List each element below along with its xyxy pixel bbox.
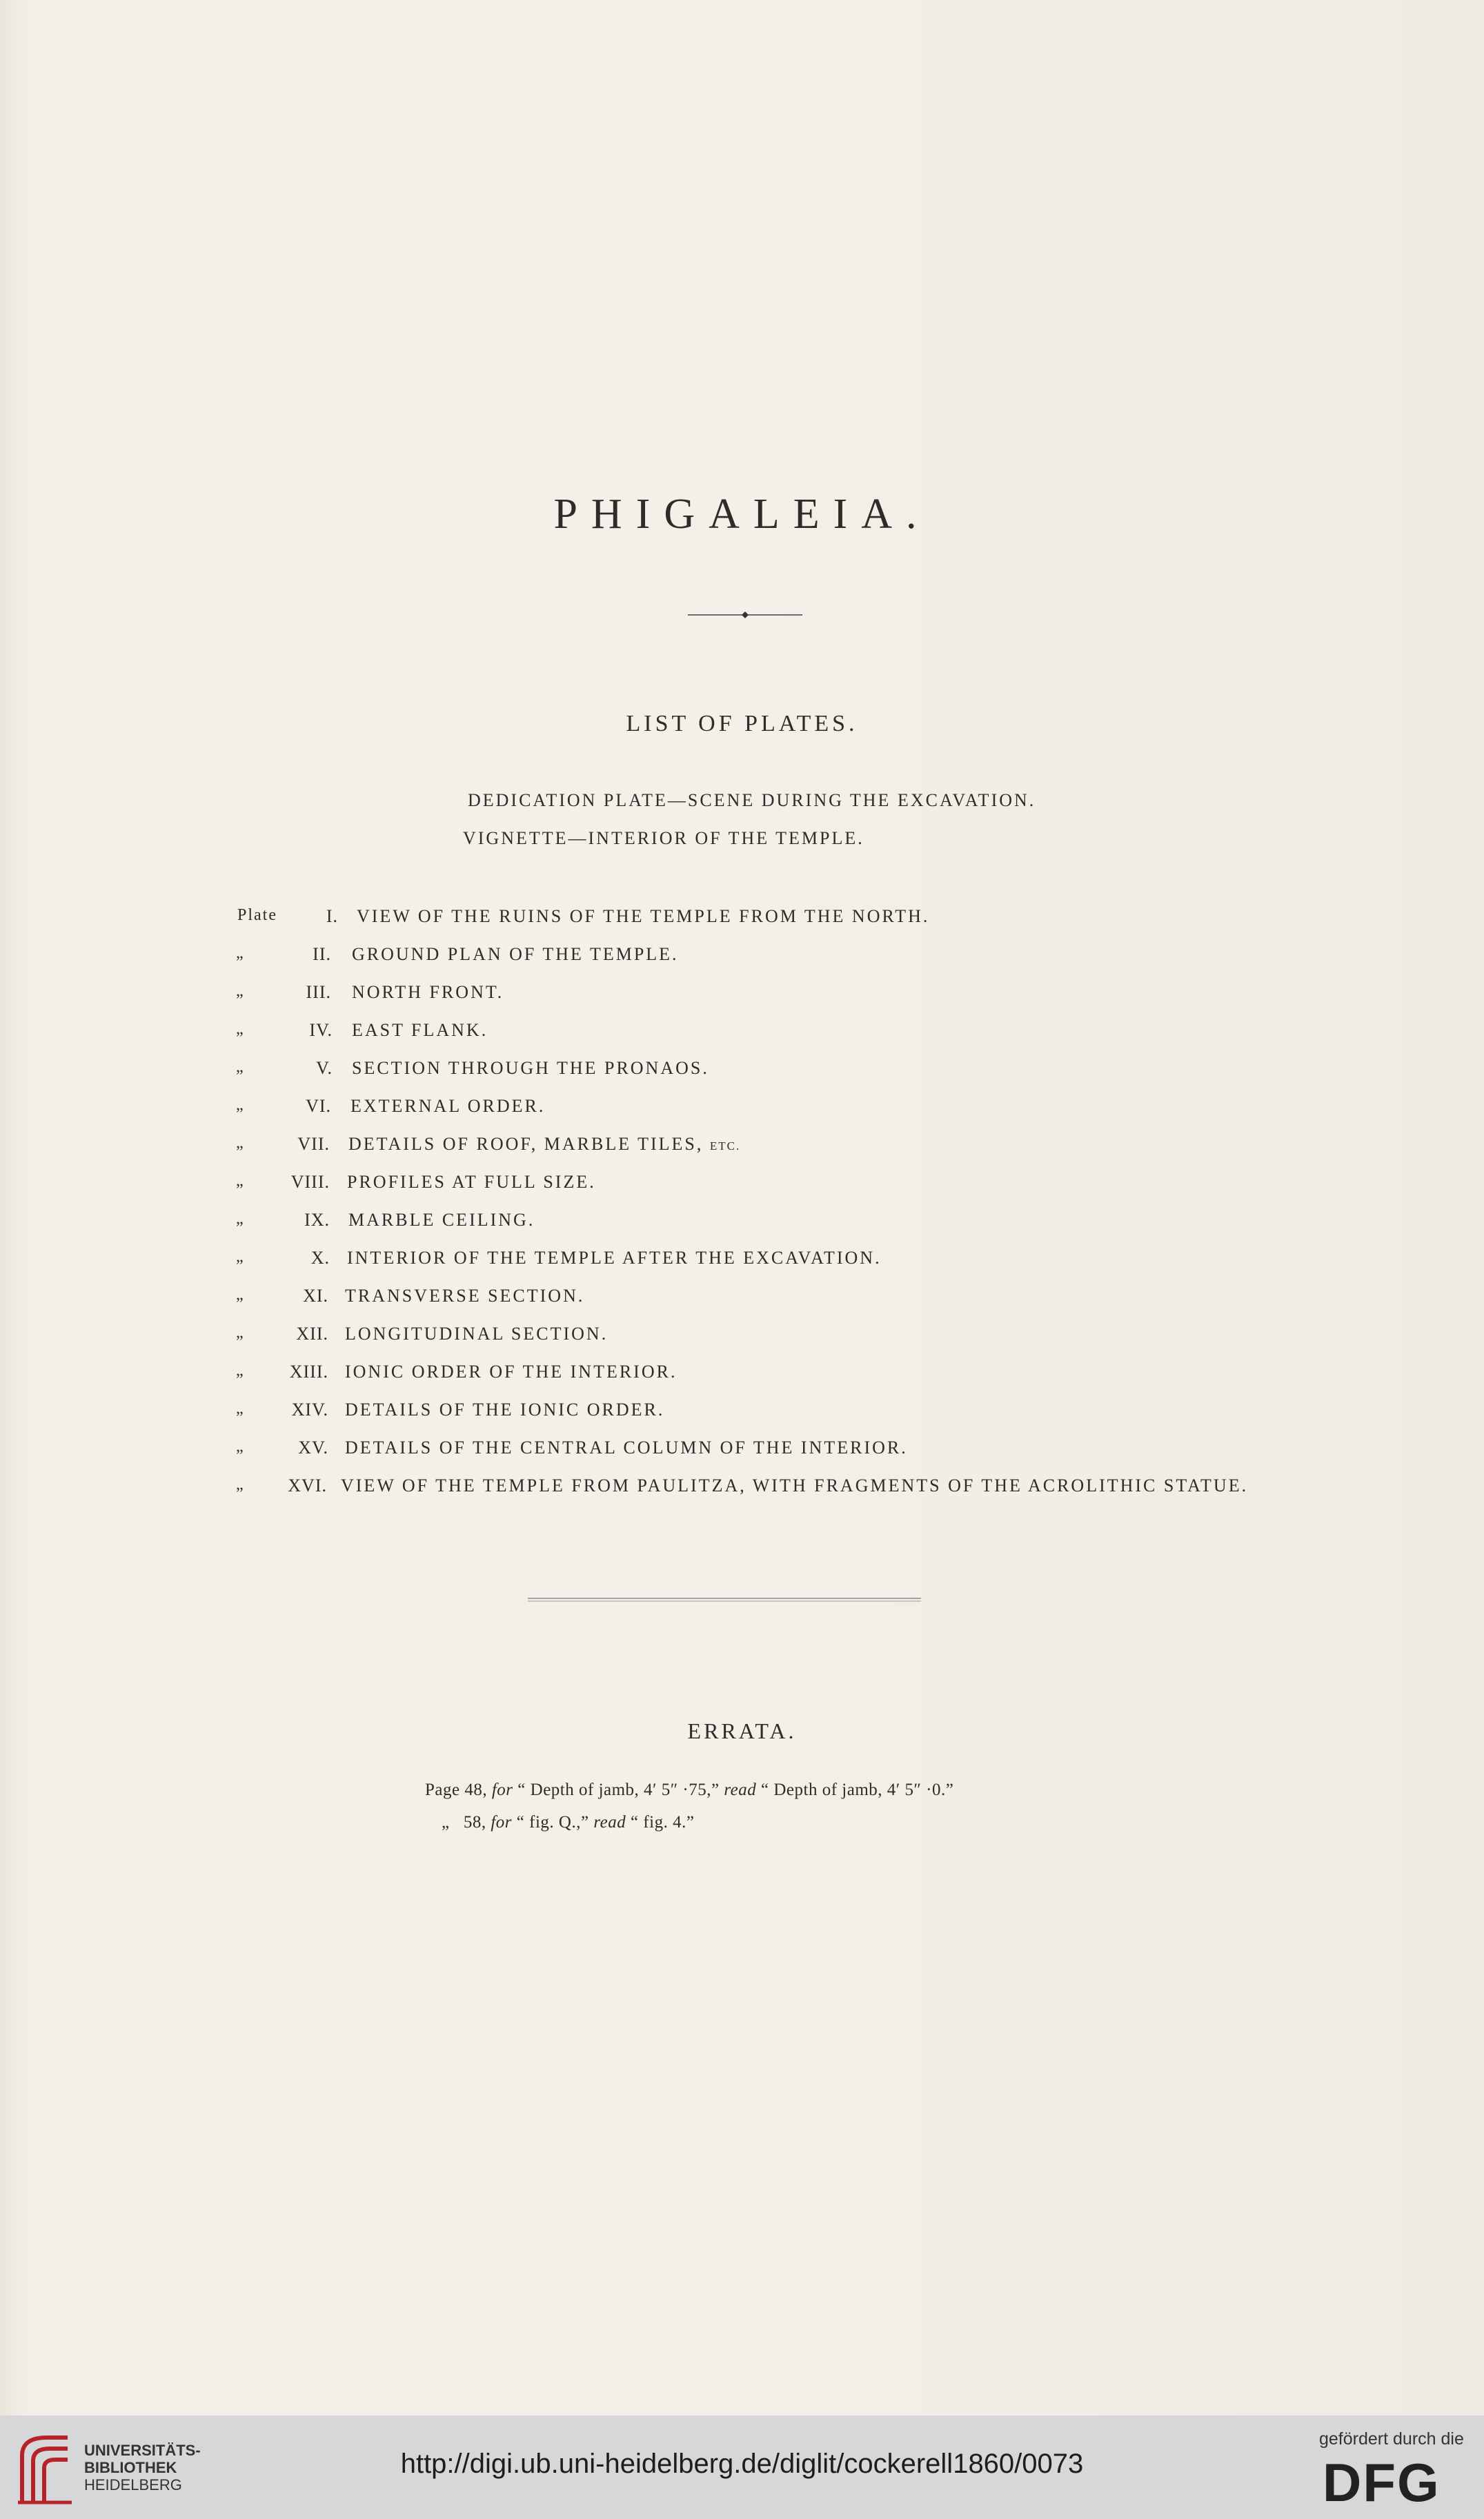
plate-number: VI. <box>306 1096 331 1116</box>
plate-number: III. <box>306 982 331 1002</box>
list-item <box>0 1096 1484 1124</box>
list-item <box>0 1248 1484 1275</box>
plate-number: I. <box>326 906 338 926</box>
errata-heading: ERRATA. <box>687 1718 797 1743</box>
ditto-mark: „ <box>236 1286 245 1304</box>
ditto-mark: „ <box>236 1400 245 1418</box>
errata-page: 58, <box>463 1813 486 1832</box>
plate-title-text: DETAILS OF ROOF, MARBLE TILES, <box>348 1134 704 1154</box>
list-item <box>0 1020 1484 1048</box>
library-line-1: UNIVERSITÄTS- <box>84 2442 201 2459</box>
plate-number: IV. <box>309 1020 333 1040</box>
errata-correction: “ Depth of jamb, 4′ 5″ ·0.” <box>761 1781 954 1799</box>
plate-number: XI. <box>303 1286 328 1306</box>
plate-title: IONIC ORDER OF THE INTERIOR. <box>345 1362 677 1382</box>
list-item <box>0 1438 1484 1465</box>
plate-title: PROFILES AT FULL SIZE. <box>347 1172 596 1192</box>
list-item <box>0 1058 1484 1086</box>
footer-bar <box>0 2415 1484 2519</box>
list-item <box>0 1324 1484 1351</box>
plate-number: X. <box>310 1248 330 1268</box>
list-item <box>0 1476 1484 1503</box>
errata-original: “ Depth of jamb, 4′ 5″ ·75,” <box>517 1781 720 1799</box>
page-title: PHIGALEIA. <box>553 491 931 538</box>
list-item <box>0 1210 1484 1237</box>
ditto-mark: „ <box>236 1248 245 1266</box>
ditto-mark: „ <box>236 982 245 1000</box>
plate-number: VIII. <box>290 1172 330 1192</box>
plate-title: GROUND PLAN OF THE TEMPLE. <box>352 944 679 964</box>
errata-read: read <box>593 1813 626 1832</box>
ditto-mark: „ <box>236 1058 245 1076</box>
ditto-mark: „ <box>236 944 245 962</box>
list-of-plates-heading: LIST OF PLATES. <box>626 711 858 736</box>
list-item <box>0 1172 1484 1199</box>
plate-number: XIII. <box>289 1362 328 1382</box>
plate-title-suffix: ETC. <box>709 1139 741 1153</box>
plate-title: EXTERNAL ORDER. <box>350 1096 546 1116</box>
dfg-logo: DFG <box>1323 2452 1441 2513</box>
list-item <box>0 1362 1484 1389</box>
ditto-mark: „ <box>442 1813 450 1832</box>
list-item <box>0 1400 1484 1427</box>
ditto-mark: „ <box>236 1362 245 1380</box>
ditto-mark: „ <box>236 1210 245 1228</box>
plate-number: XV. <box>298 1438 328 1458</box>
list-item <box>0 1286 1484 1313</box>
errata-page: Page 48, <box>425 1781 488 1799</box>
ditto-mark: „ <box>236 1020 245 1038</box>
errata-read: read <box>724 1781 757 1799</box>
ditto-mark: „ <box>236 1438 245 1455</box>
library-line-3: HEIDELBERG <box>84 2476 182 2493</box>
plate-title: DETAILS OF THE CENTRAL COLUMN OF THE INTERIOR. <box>345 1438 908 1458</box>
errata-correction: “ fig. 4.” <box>630 1813 695 1832</box>
ornament-divider <box>686 610 804 620</box>
plate-title: VIEW OF THE RUINS OF THE TEMPLE FROM THE NORTH. <box>357 906 930 926</box>
errata-for: for <box>491 1813 513 1832</box>
errata-for: for <box>491 1781 513 1799</box>
ditto-mark: „ <box>236 1324 245 1342</box>
list-item <box>0 944 1484 972</box>
plate-number: V. <box>316 1058 333 1078</box>
plate-title: VIEW OF THE TEMPLE FROM PAULITZA, WITH FRAGMENTS OF THE ACROLITHIC STATUE. <box>341 1476 1249 1496</box>
plate-number: XIV. <box>291 1400 328 1420</box>
errata-line <box>442 1813 694 1832</box>
errata-line <box>425 1781 953 1800</box>
library-line-2: BIBLIOTHEK <box>84 2459 177 2476</box>
plate-title: INTERIOR OF THE TEMPLE AFTER THE EXCAVATION. <box>347 1248 882 1268</box>
plate-title: LONGITUDINAL SECTION. <box>345 1324 609 1344</box>
plate-title: NORTH FRONT. <box>352 982 504 1002</box>
vignette-entry: VIGNETTE—INTERIOR OF THE TEMPLE. <box>463 828 864 848</box>
list-item <box>0 982 1484 1010</box>
errata-original: “ fig. Q.,” <box>516 1813 589 1832</box>
ditto-mark: „ <box>236 1172 245 1190</box>
list-item <box>0 1134 1484 1162</box>
plate-number: VII. <box>297 1134 330 1154</box>
plate-number: XII. <box>296 1324 328 1344</box>
section-divider <box>528 1596 921 1603</box>
plate-title: MARBLE CEILING. <box>348 1210 535 1230</box>
plate-number: II. <box>313 944 331 964</box>
ditto-mark: „ <box>236 1134 245 1152</box>
ditto-mark: „ <box>236 1096 245 1114</box>
plate-title: EAST FLANK. <box>352 1020 488 1040</box>
list-item <box>0 906 1484 934</box>
dedication-plate: DEDICATION PLATE—SCENE DURING THE EXCAVATION. <box>468 790 1036 810</box>
plate-title: DETAILS OF THE IONIC ORDER. <box>345 1400 665 1420</box>
plate-title: TRANSVERSE SECTION. <box>345 1286 585 1306</box>
funded-by-note: gefördert durch die <box>1319 2429 1464 2449</box>
plate-title: SECTION THROUGH THE PRONAOS. <box>352 1058 709 1078</box>
plate-number: IX. <box>304 1210 330 1230</box>
plate-number: XVI. <box>288 1476 327 1496</box>
ditto-mark: „ <box>236 1476 245 1493</box>
plate-label: Plate <box>237 906 277 924</box>
source-url-link[interactable]: http://digi.ub.uni-heidelberg.de/diglit/cockerell1860/0073 <box>400 2449 1084 2479</box>
plate-title <box>348 1134 740 1155</box>
